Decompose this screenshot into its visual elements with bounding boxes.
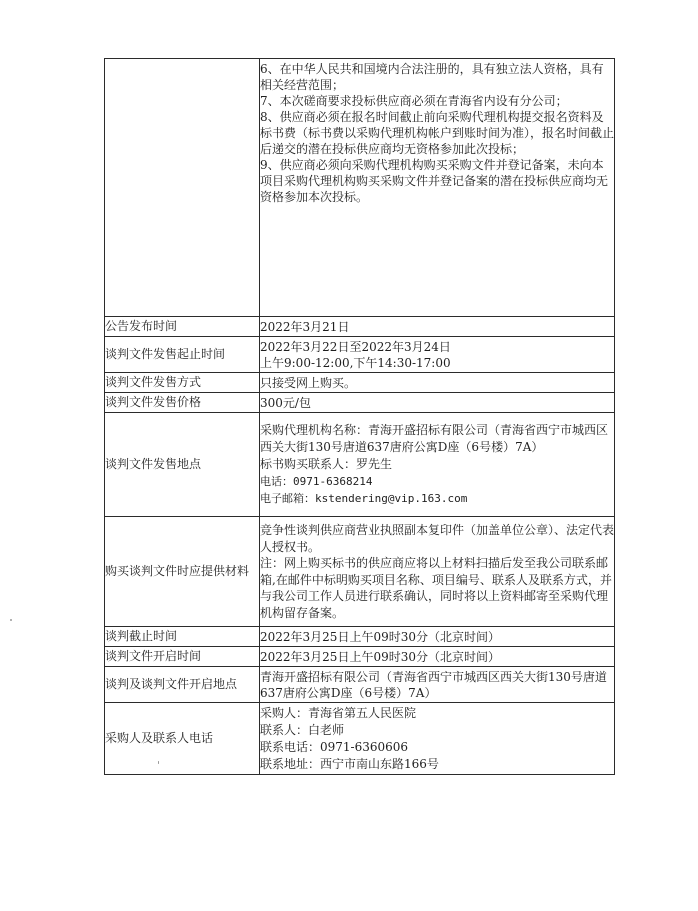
opening-time-value: 2022年3月25日上午09时30分（北京时间） bbox=[260, 647, 615, 667]
deadline-value: 2022年3月25日上午09时30分（北京时间） bbox=[260, 627, 615, 647]
location-value: 青海开盛招标有限公司（青海省西宁市城西区西关大街130号唐道637唐府公寓D座（6号楼）7A） bbox=[260, 667, 615, 703]
scan-speck bbox=[158, 761, 159, 764]
sale-period-dates: 2022年3月22日至2022年3月24日 bbox=[260, 339, 451, 354]
purchaser-value bbox=[260, 703, 615, 775]
agency-email: 电子邮箱：kstendering@vip.163.com bbox=[260, 492, 468, 505]
materials-label: 购买谈判文件时应提供材料 bbox=[105, 517, 260, 627]
announce-value: 2022年3月21日 bbox=[260, 317, 615, 337]
table-row bbox=[105, 517, 615, 627]
sale-period-label: 谈判文件发售起止时间 bbox=[105, 337, 260, 373]
requirement-item: 9、供应商必须向采购代理机构购买采购文件并登记备案，未向本项目采购代理机构购买采购文件并登记备案的潜在投标供应商均无资格参加本次投标。 bbox=[260, 158, 609, 204]
purchaser-contact: 联系人：白老师 bbox=[260, 722, 345, 737]
table-row bbox=[105, 413, 615, 517]
table-row bbox=[105, 703, 615, 775]
agency-name: 采购代理机构名称：青海开盛招标有限公司（青海省西宁市城西区西关大街130号唐道637唐府公寓D座（6号楼）7A） bbox=[260, 423, 609, 454]
requirement-item: 7、本次磋商要求投标供应商必须在青海省内设有分公司； bbox=[260, 94, 568, 108]
table-row bbox=[105, 337, 615, 373]
table-row bbox=[105, 317, 615, 337]
table-cell-empty bbox=[105, 59, 260, 317]
table-row bbox=[105, 393, 615, 413]
sale-place-value bbox=[260, 413, 615, 517]
bid-info-table bbox=[104, 58, 615, 775]
materials-required: 竞争性谈判供应商营业执照副本复印件（加盖单位公章）、法定代表人授权书。 bbox=[260, 523, 615, 554]
deadline-label: 谈判截止时间 bbox=[105, 627, 260, 647]
requirement-item: 8、供应商必须在报名时间截止前向采购代理机构提交报名资料及标书费（标书费以采购代理机构帐户到账时间为准），报名时间截止后递交的潜在投标供应商均无资格参加此次投标； bbox=[260, 110, 615, 156]
purchaser-label: 采购人及联系人电话 bbox=[105, 703, 260, 775]
materials-note: 注：网上购买标书的供应商应将以上材料扫描后发至我公司联系邮箱,在邮件中标明购买项目名称、项目编号、联系人及联系方式，并与我公司工作人员进行联系确认，同时将以上资料邮寄至采购代理机构留存备案。 bbox=[260, 556, 612, 620]
requirements-cell bbox=[260, 59, 615, 317]
materials-value bbox=[260, 517, 615, 627]
sale-period-hours: 上午9:00-12:00,下午14:30-17:00 bbox=[260, 355, 451, 370]
table-row bbox=[105, 373, 615, 393]
sale-method-value: 只接受网上购买。 bbox=[260, 373, 615, 393]
requirement-item: 6、在中华人民共和国境内合法注册的，具有独立法人资格，具有相关经营范围； bbox=[260, 62, 604, 92]
agency-phone: 电话：0971-6368214 bbox=[260, 475, 373, 488]
purchaser-name: 采购人：青海省第五人民医院 bbox=[260, 705, 417, 720]
sale-place-label: 谈判文件发售地点 bbox=[105, 413, 260, 517]
table-row bbox=[105, 647, 615, 667]
opening-time-label: 谈判文件开启时间 bbox=[105, 647, 260, 667]
sale-price-value: 300元/包 bbox=[260, 393, 615, 413]
announce-label: 公告发布时间 bbox=[105, 317, 260, 337]
sale-period-value bbox=[260, 337, 615, 373]
table-row bbox=[105, 59, 615, 317]
table-row bbox=[105, 627, 615, 647]
agency-contact: 标书购买联系人：罗先生 bbox=[260, 457, 393, 471]
sale-price-label: 谈判文件发售价格 bbox=[105, 393, 260, 413]
location-label: 谈判及谈判文件开启地点 bbox=[105, 667, 260, 703]
purchaser-phone: 联系电话：0971-6360606 bbox=[260, 739, 409, 754]
sale-method-label: 谈判文件发售方式 bbox=[105, 373, 260, 393]
table-row bbox=[105, 667, 615, 703]
scan-speck bbox=[10, 619, 12, 621]
purchaser-address: 联系地址：西宁市南山东路166号 bbox=[260, 756, 439, 771]
